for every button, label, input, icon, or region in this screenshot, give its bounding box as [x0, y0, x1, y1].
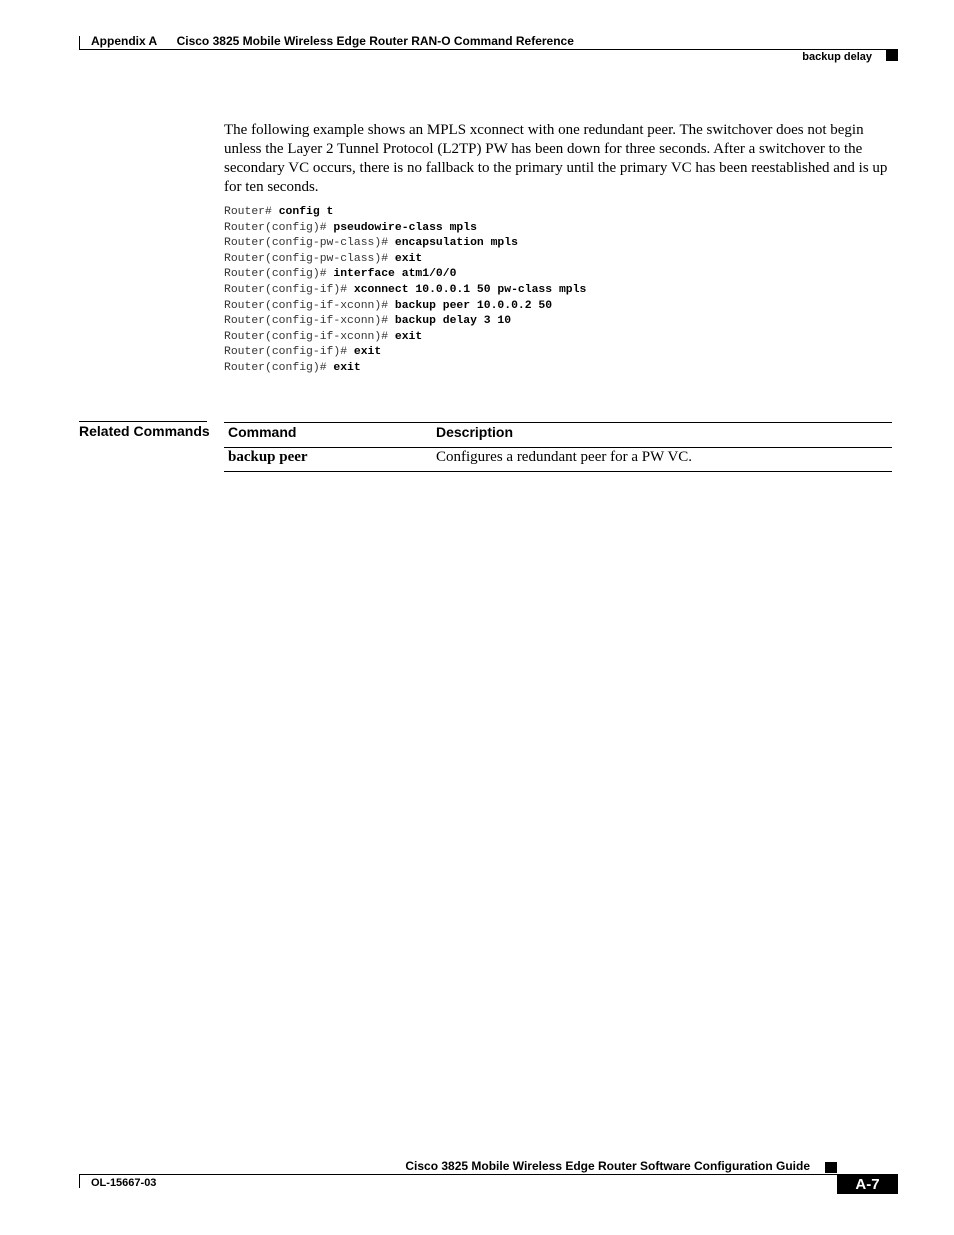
- header-marker: [886, 50, 898, 61]
- header-rule: [79, 49, 898, 50]
- footer-rule: [79, 1174, 898, 1175]
- code-line: Router(config-pw-class)# encapsulation mpls: [224, 237, 518, 250]
- code-example: [224, 205, 586, 377]
- example-description: The following example shows an MPLS xconnect with one redundant peer. The switchover does not begin unless the Layer 2 Tunnel Protocol (L2TP) PW has been down for three seconds. After a switchover to the secondary VC occurs, there is no fallback to the primary until the primary VC has been reestablished and is up for ten seconds.: [224, 122, 888, 195]
- column-header-description: Description: [432, 423, 892, 448]
- code-line: Router# config t: [224, 206, 334, 218]
- column-header-command: Command: [224, 423, 432, 448]
- footer-doc-number: OL-15667-03: [91, 1177, 157, 1189]
- header-chapter: Appendix A: [91, 34, 158, 48]
- table-row: [224, 448, 892, 472]
- code-line: Router(config)# interface atm1/0/0: [224, 268, 457, 281]
- command-cell: backup peer: [224, 448, 432, 472]
- page-number: A-7: [837, 1175, 898, 1194]
- code-line: Router(config-if)# xconnect 10.0.0.1 50 pw-class mpls: [224, 283, 587, 296]
- description-cell: Configures a redundant peer for a PW VC.: [432, 448, 892, 472]
- table-header-row: [224, 423, 892, 448]
- header-title: Cisco 3825 Mobile Wireless Edge Router RAN-O Command Reference: [176, 34, 574, 48]
- code-line: Router(config-if-xconn)# exit: [224, 330, 423, 343]
- footer-marker: [825, 1162, 837, 1173]
- code-line: Router(config-if-xconn)# backup peer 10.0.0.2 50: [224, 299, 553, 312]
- code-line: Router(config)# pseudowire-class mpls: [224, 221, 477, 234]
- code-line: Router(config)# exit: [224, 361, 361, 374]
- code-line: Router(config-if)# exit: [224, 346, 382, 359]
- footer-guide-title: Cisco 3825 Mobile Wireless Edge Router Software Configuration Guide: [405, 1159, 810, 1173]
- footer-tick: [79, 1174, 80, 1188]
- header-section: backup delay: [802, 51, 872, 63]
- related-commands-table: [224, 422, 892, 472]
- related-commands-label: Related Commands: [79, 423, 210, 439]
- header-tick: [79, 36, 80, 50]
- code-line: Router(config-pw-class)# exit: [224, 252, 423, 265]
- running-header: [91, 34, 574, 48]
- related-commands-rule: [79, 421, 207, 422]
- code-line: Router(config-if-xconn)# backup delay 3 10: [224, 315, 512, 328]
